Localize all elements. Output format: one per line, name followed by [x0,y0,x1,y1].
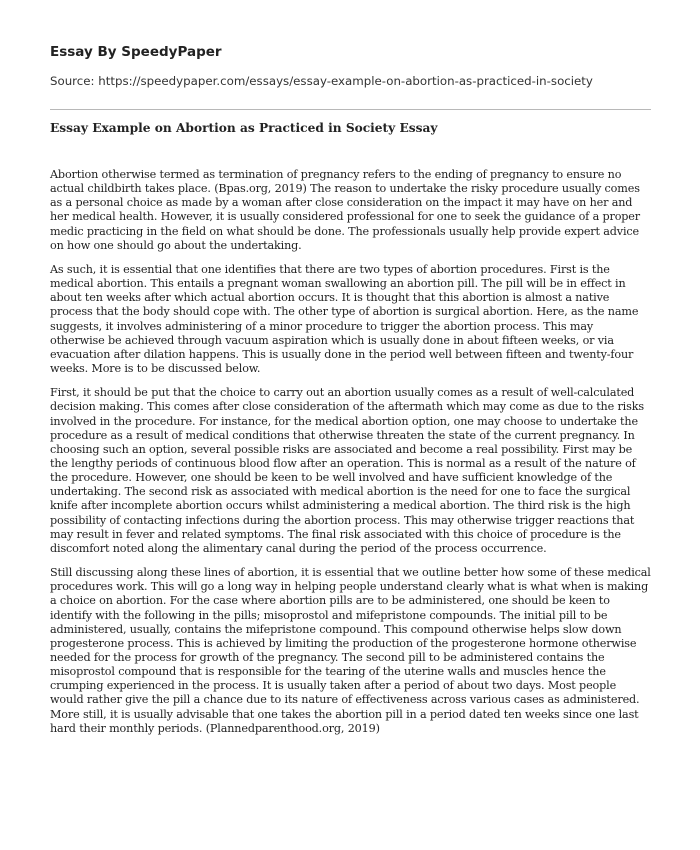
paragraph-2: As such, it is essential that one identifies that there are two types of abortion procedures. First is the medical abortion. This entails a pregnant woman swallowing an abortion pill. The pill will be in effect in about ten weeks after which actual abortion occurs. It is thought that this abortion is almost a native process that the body should cope with. The other type of abortion is surgical abortion. Here, as the name suggests, it involves administering of a minor procedure to trigger the abortion process. This may otherwise be achieved through vacuum aspiration which is usually done in about fifteen weeks, or via evacuation after dilation happens. This is usually done in the period well between fifteen and twenty-four weeks. More is to be discussed below. [50,262,639,376]
document-header-title: Essay By SpeedyPaper [50,44,222,60]
paragraph-3: First, it should be put that the choice to carry out an abortion usually comes as a result of well-calculated decision making. This comes after close consideration of the aftermath which may come as due to the risks involved in the procedure. For instance, for the medical abortion option, one may choose to undertake the procedure as a result of medical conditions that otherwise threaten the state of the current pregnancy. In choosing such an option, several possible risks are associated and become a real possibility. First may be the lengthy periods of continuous blood flow after an operation. This is normal as a result of the nature of the procedure. However, one should be keen to be well involved and have sufficient knowledge of the undertaking. The second risk as associated with medical abortion is the need for one to face the surgical knife after incomplete abortion occurs whilst administering a medical abortion. The third risk is the high possibility of contacting infections during the abortion process. This may otherwise trigger reactions that may result in fever and related symptoms. The final risk associated with this choice of procedure is the discomfort noted along the alimentary canal during the period of the process occurrence. [50,386,644,555]
source-line: Source: https://speedypaper.com/essays/essay-example-on-abortion-as-practiced-in-society [50,74,593,88]
paragraph-1: Abortion otherwise termed as termination of pregnancy refers to the ending of pregnancy to ensure no actual childbirth takes place. (Bpas.org, 2019) The reason to undertake the risky procedure usually comes as a personal choice as made by a woman after close consideration on the impact it may have on her and her medical health. However, it is usually considered professional for one to seek the guidance of a proper medic practicing in the field on what should be done. The professionals usually help provide expert advice on how one should go about the undertaking. [50,168,640,252]
paragraph-4: Still discussing along these lines of abortion, it is essential that we outline better how some of these medical procedures work. This will go a long way in helping people understand clearly what is what when is making a choice on abortion. For the case where abortion pills are to be administered, one should be keen to identify with the following in the pills; misoprostol and mifepristone compounds. The initial pill to be administered, usually, contains the mifepristone compound. This compound otherwise helps slow down progesterone process. This is achieved by limiting the production of the progesterone hormone otherwise needed for the process for growth of the pregnancy. The second pill to be administered contains the misoprostol compound that is responsible for the tearing of the uterine walls and muscles hence the crumping experienced in the process. It is usually taken after a period of about two days. Most people would rather give the pill a chance due to its nature of effectiveness across various cases as administered. More still, it is usually advisable that one takes the abortion pill in a period dated ten weeks since one last hard their monthly periods. (Plannedparenthood.org, 2019) [50,566,651,735]
essay-title: Essay Example on Abortion as Practiced in Society Essay [50,121,438,135]
essay-body [50,168,651,746]
header-divider [50,109,651,110]
